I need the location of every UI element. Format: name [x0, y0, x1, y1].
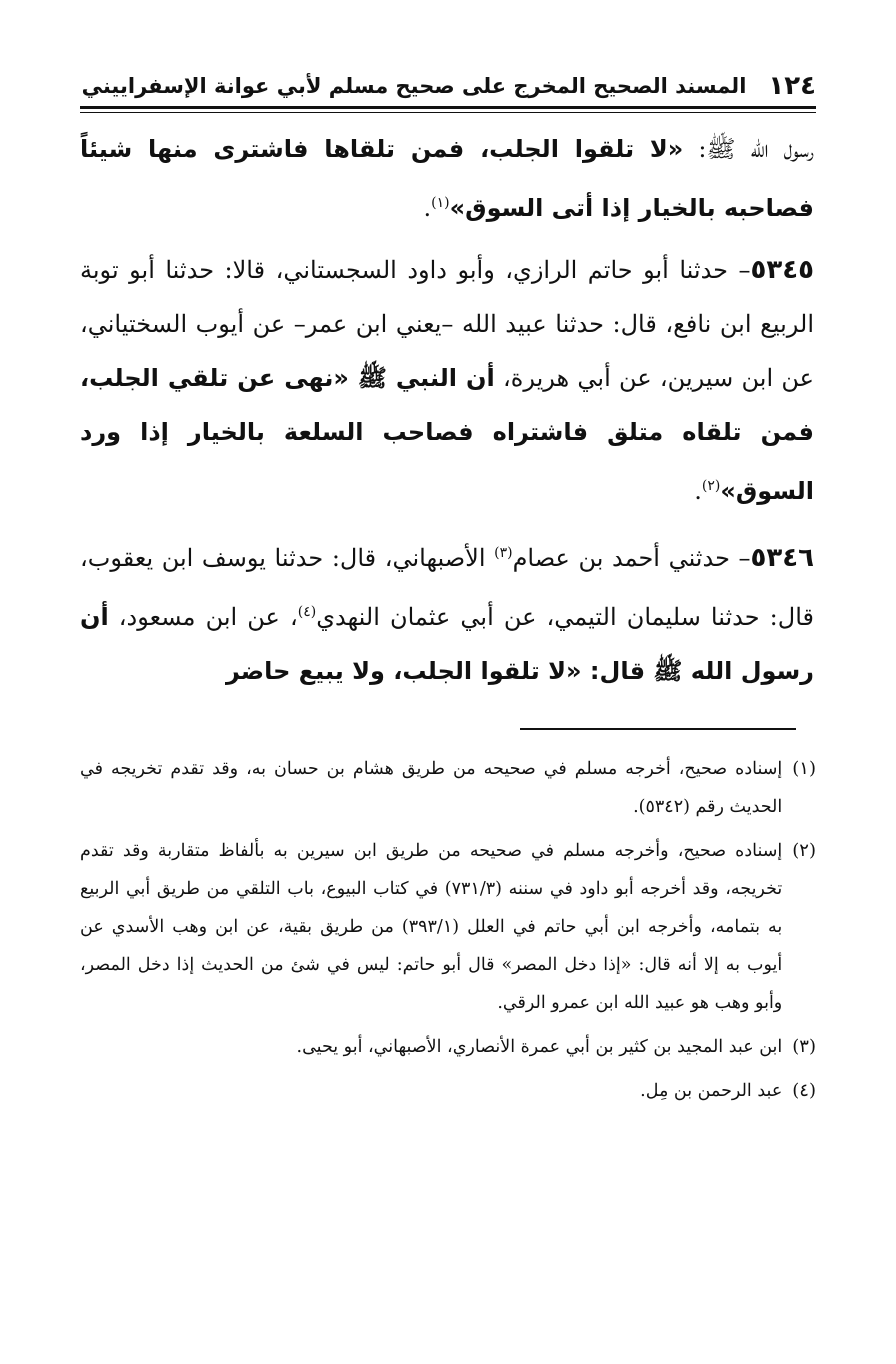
main-text	[80, 122, 814, 698]
text-segment: – حدثني أحمد بن عصام	[512, 544, 751, 572]
footnote-label: (١)	[792, 758, 816, 779]
footnote	[80, 1028, 816, 1066]
bold-hadith-text: «لا تلقوا الجلب، فمن تلقاها فاشترى منها شيئاً فصاحبه بالخيار إذا أتى السوق»	[80, 135, 814, 222]
page-number: ١٢٤	[768, 71, 816, 101]
footnote-ref: (١)	[431, 195, 450, 211]
text-segment: – حدثنا أبو حاتم الرازي، وأبو داود السجستاني، قالا: حدثنا أبو توبة الربيع ابن نافع، قال: حدثنا عبيد الله –يعني ابن عمر– عن أيوب السختياني، عن ابن سيرين، عن أبي هريرة،	[80, 256, 814, 392]
footnote-ref: (٢)	[701, 478, 721, 494]
header-rule-thick	[80, 106, 816, 109]
bold-hadith-text: أن النبي ﷺ «نهى عن تلقي الجلب، فمن تلقاه متلق فاشتراه فصاحب السلعة بالخيار إذا ورد السوق»	[80, 364, 814, 505]
footnote-label: (٤)	[792, 1080, 816, 1101]
footnote	[80, 1072, 816, 1110]
text-segment: .	[694, 477, 702, 505]
hadith-paragraph	[80, 526, 814, 698]
hadith-number: ٥٣٤٥	[750, 255, 814, 285]
footnote	[80, 832, 816, 1022]
footnote-text: إسناده صحيح، أخرجه مسلم في صحيحه من طريق هشام بن حسان به، وقد تقدم تخريجه في الحديث رقم (٥٣٤٢).	[80, 759, 783, 817]
footnote-text: ابن عبد المجيد بن كثير بن أبي عمرة الأنصاري، الأصبهاني، أبو يحيى.	[296, 1037, 783, 1057]
footnote-separator	[520, 728, 796, 730]
footnotes	[80, 750, 816, 1116]
bold-hadith-text: أن رسول الله ﷺ قال: «لا تلقوا الجلب، ولا يبيع حاضر	[80, 603, 814, 685]
footnote-label: (٢)	[792, 840, 816, 861]
footnote-text: إسناده صحيح، وأخرجه مسلم في صحيحه من طريق ابن سيرين به بألفاظ متقاربة وقد تقدم تخريجه، وقد أخرجه أبو داود في سننه (٧٣١/٣) في كتاب البيوع، باب التلقي من طريق أبي الربيع به بتمامه، وأخرجه ابن أبي حاتم في العلل (٣٩٣/١) من طريق بقية، عن ابن وهب الأسدي عن أيوب به إلا أنه قال: «إذا دخل المصر» قال أبو حاتم: ليس في شئ من الحديث إذا دخل المصر، وأبو وهب هو عبيد الله ابن عمرو الرقي.	[80, 841, 783, 1013]
footnote-text: عبد الرحمن بن مِل.	[640, 1081, 783, 1101]
text-segment: الأصبهاني، قال: حدثنا يوسف ابن يعقوب، قال: حدثنا سليمان التيمي، عن أبي عثمان النهدي	[80, 544, 814, 631]
footnote	[80, 750, 816, 826]
footnote-ref: (٣)	[494, 545, 513, 561]
text-segment: .	[423, 194, 432, 222]
hadith-number: ٥٣٤٦	[750, 543, 814, 573]
page-header	[80, 68, 816, 104]
text-segment: ، عن ابن مسعود،	[108, 603, 298, 631]
text-segment: رسول الله ﷺ:	[683, 135, 814, 163]
hadith-paragraph	[80, 243, 814, 518]
header-rule-thin	[80, 112, 816, 113]
footnote-ref: (٤)	[297, 604, 317, 620]
running-title: المسند الصحيح المخرج على صحيح مسلم لأبي عوانة الإسفراييني	[81, 74, 747, 98]
paragraph-continuation	[80, 122, 814, 235]
footnote-label: (٣)	[792, 1036, 816, 1057]
